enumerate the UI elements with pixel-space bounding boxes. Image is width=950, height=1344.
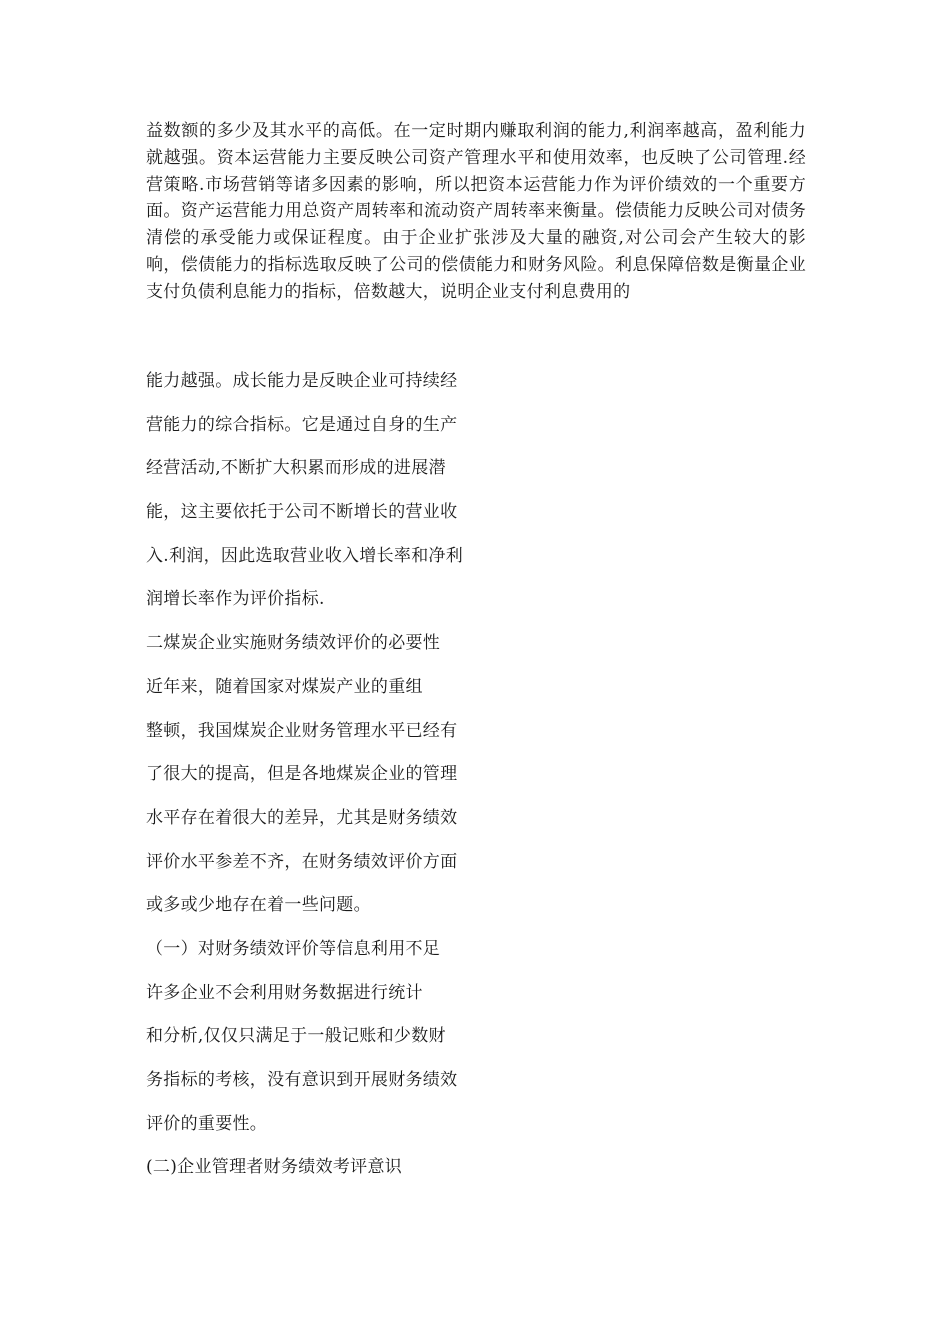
text-line: 评价水平参差不齐，在财务绩效评价方面 — [146, 851, 458, 872]
body-paragraph: 益数额的多少及其水平的高低。在一定时期内赚取利润的能力,利润率越高，盈利能力就越强。资本运营能力主要反映公司资产管理水平和使用效率，也反映了公司管理.经营策略.市场营销等诸多因素的影响，所以把资本运营能力作为评价绩效的一个重要方面。资产运营能力用总资产周转率和流动资产周转率来衡量。偿债能力反映公司对债务清偿的承受能力或保证程度。由于企业扩张涉及大量的融资,对公司会产生较大的影响，偿债能力的指标选取反映了公司的偿债能力和财务风险。利息保障倍数是衡量企业支付负债利息能力的指标，倍数越大，说明企业支付利息费用的 — [146, 121, 806, 302]
text-line: 经营活动,不断扩大积累而形成的进展潜 — [146, 458, 446, 479]
text-line: 务指标的考核，没有意识到开展财务绩效 — [146, 1070, 458, 1090]
text-line: 营能力的综合指标。它是通过自身的生产 — [146, 414, 458, 435]
text-line: 评价的重要性。 — [146, 1113, 268, 1134]
section-heading: 二煤炭企业实施财务绩效评价的必要性 — [146, 633, 441, 654]
text-line: 和分析,仅仅只满足于一般记账和少数财 — [146, 1026, 446, 1047]
text-line: 整顿，我国煤炭企业财务管理水平已经有 — [146, 720, 458, 741]
text-line: 水平存在着很大的差异，尤其是财务绩效 — [146, 807, 458, 828]
text-line: 或多或少地存在着一些问题。 — [146, 895, 371, 916]
text-line: 润增长率作为评价指标. — [146, 589, 325, 610]
text-line: 近年来，随着国家对煤炭产业的重组 — [146, 676, 423, 697]
text-line: 入.利润，因此选取营业收入增长率和净利 — [146, 545, 464, 566]
text-line: 许多企业不会利用财务数据进行统计 — [146, 982, 423, 1003]
text-line: 了很大的提高，但是各地煤炭企业的管理 — [146, 764, 458, 785]
text-line: 能力越强。成长能力是反映企业可持续经 — [146, 371, 458, 391]
text-line: 能，这主要依托于公司不断增长的营业收 — [146, 502, 458, 523]
narrow-text-column — [146, 371, 506, 1201]
subsection-heading: （一）对财务绩效评价等信息利用不足 — [146, 938, 441, 959]
subsection-heading: (二)企业管理者财务绩效考评意识 — [146, 1157, 403, 1178]
